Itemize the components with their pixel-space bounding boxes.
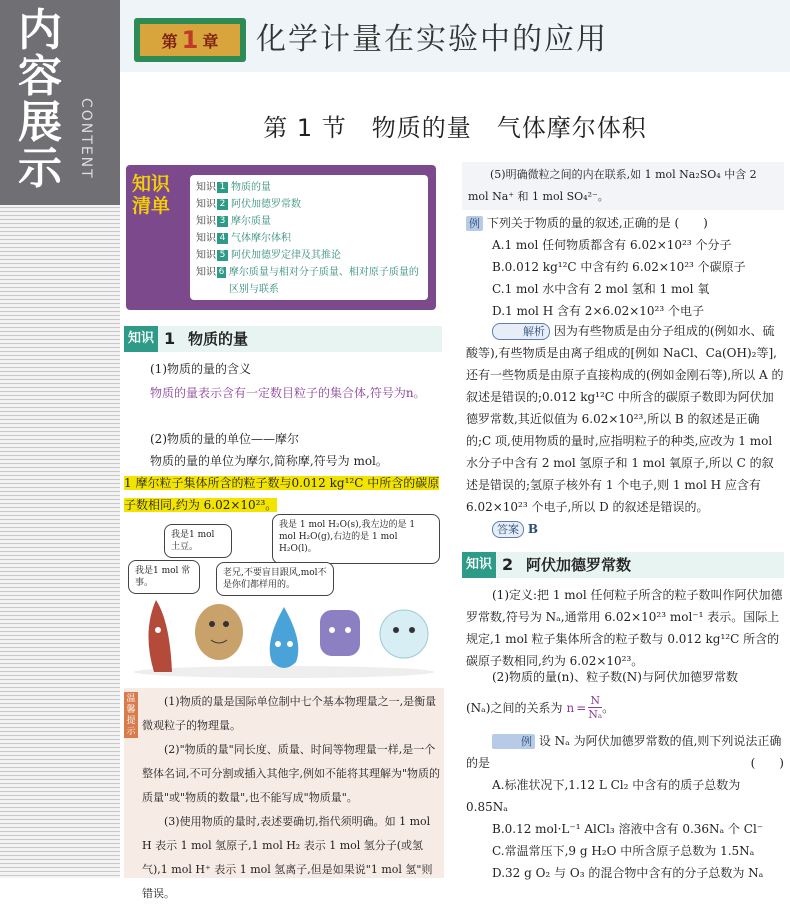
knowledge-item-number: 5 xyxy=(217,250,228,261)
k1-p2: 物质的量表示含有一定数目粒子的集合体,符号为n。 xyxy=(150,386,426,400)
knowledge-item-prefix: 知识 xyxy=(196,182,216,193)
knowledge-item-prefix: 知识 xyxy=(196,267,216,278)
knowledge-item-number: 1 xyxy=(217,182,228,193)
sidebar-title-char: 内 xyxy=(18,5,62,56)
k2-tag: 知识 xyxy=(462,552,496,578)
tip-line: (2)"物质的量"同长度、质量、时间等物理量一样,是一个整体名词,不可分割或插入其他字,例如不能将其理解为"物质的质量"或"物质的数量",也不能写成"物质量"。 xyxy=(142,743,441,804)
tip-line: (3)使用物质的量时,表述要确切,指代须明确。如 1 mol H 表示 1 mol 氢原子,1 mol H₂ 表示 1 mol 氢分子(或氢气),1 mol H⁺ 表示 1 mol 氢离子,但是如果说"1 mol 氢"则错误。 xyxy=(142,815,433,900)
k1-number: 1 xyxy=(164,329,176,348)
character-eye xyxy=(393,627,399,633)
character-red xyxy=(148,600,172,672)
speech-bubble: 我是 1 mol H₂O(s),我左边的是 1 mol H₂O(g),右边的是 1 mol H₂O(l)。 xyxy=(272,514,440,564)
option-b[interactable]: B.0.12 mol·L⁻¹ AlCl₃ 溶液中含有 0.36Nₐ 个 Cl⁻ xyxy=(492,822,764,836)
knowledge-item-text: 气体摩尔体积 xyxy=(231,233,291,244)
option-c[interactable]: C.常温常压下,9 g H₂O 中所含原子总数为 1.5Nₐ xyxy=(492,844,755,858)
character-eye xyxy=(223,621,229,627)
formula-numerator: N xyxy=(590,694,601,707)
chapter-badge xyxy=(134,18,246,62)
sidebar-title-char: 容 xyxy=(18,51,62,102)
knowledge-list-item[interactable] xyxy=(196,247,422,264)
cartoon-illustration xyxy=(124,512,442,680)
analysis-tag: 解析 xyxy=(492,323,550,340)
option-c[interactable]: C.1 mol 水中含有 2 mol 氢和 1 mol 氧 xyxy=(492,282,710,296)
knowledge-list xyxy=(190,175,428,300)
example-2-options xyxy=(466,774,784,884)
k2-p3 xyxy=(466,694,784,721)
knowledge-item-text: 摩尔质量 xyxy=(231,216,271,227)
example-tag: 例 xyxy=(466,216,483,231)
note-box xyxy=(462,162,784,210)
knowledge-list-label: 知识清单 xyxy=(132,173,171,217)
k2-p1: (1)定义:把 1 mol 任何粒子所含的粒子数叫作阿伏加德罗常数,符号为 Nₐ,通常用 6.02×10²³ mol⁻¹ 表示。国际上规定,1 mol 粒子集体所含的粒子数与 0.012 kg¹²C 所含的碳原子数相同,约为 6.02×10²³。 xyxy=(466,588,783,668)
knowledge-item-prefix: 知识 xyxy=(196,216,216,227)
note-text: (5)明确微粒之间的内在联系,如 1 mol Na₂SO₄ 中含 2 mol Na⁺ 和 1 mol SO₄²⁻。 xyxy=(468,168,757,203)
answer xyxy=(492,518,692,540)
character-eye xyxy=(287,641,293,647)
chapter-number: 1 xyxy=(181,26,199,54)
knowledge-list-item[interactable] xyxy=(196,196,422,213)
sidebar-title-char: 展 xyxy=(18,97,62,148)
sidebar xyxy=(0,0,120,878)
answer-value: B xyxy=(527,522,538,536)
character-eye xyxy=(345,627,351,633)
knowledge-item-number: 6 xyxy=(218,267,225,277)
character-water-drop xyxy=(270,607,299,668)
analysis-text: 因为有些物质是由分子组成的(例如水、硫酸等),有些物质是由离子组成的[例如 NaCl、Ca(OH)₂等],还有一些物质是由原子直接构成的(例如金刚石等),所以 A 的叙述是错误的;0.012 kg¹²C 中所含的碳原子数即为阿伏加德罗常数,其近似值为 6.02×10²³,所以 B 的叙述是正确的;C 项,使用物质的量时,应指明粒子的种类,应改为 1 mol 水分子中含有 2 mol 氢原子和 1 mol 氧原子,所以 C 的叙述是错误的;氢原子核外有 1 个电子,则 1 mol H 应含有 6.02×10²³ 个电子,所以 D 的叙述是错误的。 xyxy=(466,324,784,514)
formula-fraction xyxy=(588,694,602,721)
formula-equals: = xyxy=(576,700,587,715)
example-tag: 例 xyxy=(492,734,535,749)
example-1-options xyxy=(492,234,784,322)
example-2-text: 设 Nₐ 为阿伏加德罗常数的值,则下列说法正确的是 xyxy=(466,734,782,770)
character-purple xyxy=(320,610,360,656)
option-a[interactable]: A.1 mol 任何物质都含有 6.02×10²³ 个分子 xyxy=(492,238,732,252)
option-d[interactable]: D.1 mol H 含有 2×6.02×10²³ 个电子 xyxy=(492,304,704,318)
k2-p3-text: (Nₐ)之间的关系为 xyxy=(466,700,563,715)
k1-heading xyxy=(124,326,442,352)
answer-tag: 答案 xyxy=(492,521,524,538)
tip-tag: 温馨提示 xyxy=(124,692,138,738)
chapter-title: 化学计量在实验中的应用 xyxy=(256,22,608,57)
knowledge-list-item[interactable] xyxy=(196,264,422,298)
knowledge-list-box xyxy=(126,165,436,310)
knowledge-list-item[interactable] xyxy=(196,179,422,196)
knowledge-list-item[interactable] xyxy=(196,230,422,247)
character-potato xyxy=(195,604,243,660)
speech-bubble: 老兄,不要盲目跟风,mol不是你们都样用的。 xyxy=(216,562,334,596)
sidebar-subtitle: CONTENT xyxy=(78,98,94,180)
k1-p1: (1)物质的量的含义 xyxy=(150,362,251,376)
option-d[interactable]: D.32 g O₂ 与 O₃ 的混合物中含有的分子总数为 Nₐ xyxy=(492,866,764,880)
k1-p3: (2)物质的量的单位——摩尔 xyxy=(150,432,299,446)
k1-title: 物质的量 xyxy=(188,330,249,348)
chapter-badge-prefix: 第 xyxy=(161,31,178,51)
formula-denominator: Nₐ xyxy=(588,708,603,721)
section-title: 第 1 节 物质的量 气体摩尔体积 xyxy=(263,114,647,142)
k2-title: 阿伏加德罗常数 xyxy=(526,556,632,574)
example-1-text: 下列关于物质的量的叙述,正确的是 ( ) xyxy=(486,216,708,230)
sidebar-title xyxy=(18,5,74,194)
character-eye xyxy=(155,627,161,633)
knowledge-item-text: 物质的量 xyxy=(231,182,271,193)
k1-p4: 物质的量的单位为摩尔,简称摩,符号为 mol。 xyxy=(150,454,388,468)
knowledge-item-number: 3 xyxy=(217,216,228,227)
character-eye xyxy=(209,621,215,627)
knowledge-item-number: 2 xyxy=(217,199,228,210)
k2-number: 2 xyxy=(502,555,514,574)
sidebar-title-char: 示 xyxy=(18,143,62,194)
k2-heading xyxy=(462,552,784,578)
speech-bubble: 我是1 mol 土豆。 xyxy=(164,524,232,558)
chapter-badge-suffix: 章 xyxy=(202,31,219,51)
knowledge-item-number: 4 xyxy=(217,233,228,244)
tip-line: (1)物质的量是国际单位制中七个基本物理量之一,是衡量微观粒子的物理量。 xyxy=(142,695,437,732)
analysis xyxy=(466,320,784,518)
knowledge-item-prefix: 知识 xyxy=(196,233,216,244)
character-eye xyxy=(275,641,281,647)
option-a[interactable]: A.标准状况下,1.12 L Cl₂ 中含有的质子总数为 0.85Nₐ xyxy=(466,778,741,814)
character-eye xyxy=(329,627,335,633)
cartoon-characters xyxy=(124,512,442,680)
character-eye xyxy=(409,627,415,633)
sidebar-header xyxy=(0,0,120,205)
speech-bubble: 我是1 mol 常事。 xyxy=(128,560,200,594)
example-1-question xyxy=(466,212,784,234)
k1-p5-wrap xyxy=(124,472,440,516)
knowledge-list-item[interactable] xyxy=(196,213,422,230)
option-b[interactable]: B.0.012 kg¹²C 中含有约 6.02×10²³ 个碳原子 xyxy=(492,260,746,274)
formula-period: 。 xyxy=(602,700,615,715)
knowledge-item-text: 阿伏加德罗定律及其推论 xyxy=(231,250,341,261)
k1-p5-highlight: 1 摩尔粒子集体所含的粒子数与0.012 kg¹²C 中所含的碳原子数相同,约为 6.02×10²³。 xyxy=(124,476,440,512)
knowledge-item-prefix: 知识 xyxy=(196,199,216,210)
knowledge-item-text: 摩尔质量与相对分子质量、相对原子质量的区别与联系 xyxy=(228,267,419,295)
knowledge-item-prefix: 知识 xyxy=(196,250,216,261)
tip-body xyxy=(142,690,442,906)
character-cloud xyxy=(380,610,428,658)
tip-box xyxy=(124,688,444,900)
example-2-paren: ( ) xyxy=(750,756,784,770)
knowledge-item-text: 阿伏加德罗常数 xyxy=(231,199,301,210)
formula-n: n xyxy=(566,700,575,715)
chapter-badge-label xyxy=(140,24,240,56)
k2-p2: (2)物质的量(n)、粒子数(N)与阿伏加德罗常数 xyxy=(492,670,738,684)
k1-tag: 知识 xyxy=(124,326,158,352)
